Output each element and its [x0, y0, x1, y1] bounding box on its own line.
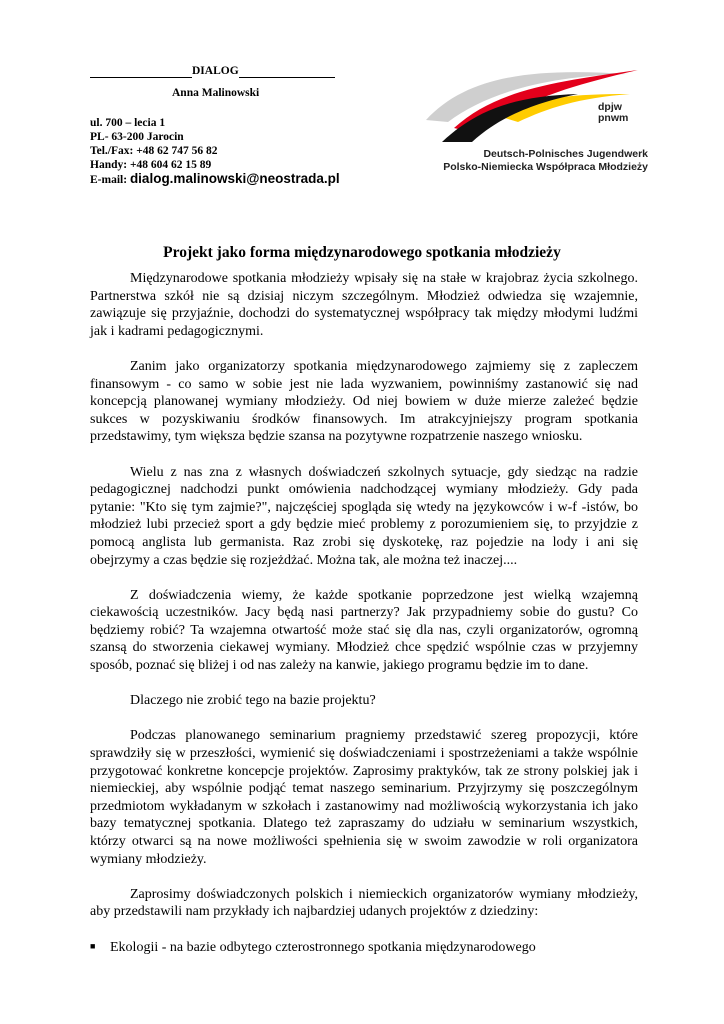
- logo-abbreviation: [598, 102, 628, 124]
- paragraph-6: Podczas planowanego seminarium pragniemy przedstawić szereg propozycji, które sprawdziły się w przeszłości, wymienić się doświadczeniami i spostrzeżeniami a także wspólnie przygotować konkretne koncepcje projektów. Zaprosimy praktyków, tak ze strony polskiej jak i niemieckiej, aby wspólnie podjąć temat naszego seminarium. Przyjrzymy się poszczególnym przedmiotom wykładanym w szkołach i zastanowimy nad możliwością wykorzystania ich jako bazy tematycznej spotkania. Dlatego też zapraszamy do udziału w seminarium wszystkich, którzy otwarci są na nowe możliwości spełnienia się w swoim zawodzie w roli organizatora wymiany młodzieży.: [90, 728, 638, 867]
- abbr-dpjw: dpjw: [598, 101, 622, 113]
- org-name-line: [90, 62, 390, 78]
- email-label: E-mail:: [90, 174, 128, 186]
- underline-rule-right: [239, 65, 335, 78]
- paragraph-2: Zanim jako organizatorzy spotkania międzynarodowego zajmiemy się z zapleczem finansowym - co samo w sobie jest nie lada wyzwaniem, powinniśmy zastanowić się nad koncepcją planowanej wymiany młodzieży. Od niej bowiem w duże mierze zależeć będzie sukces w pozyskiwaniu środków finansowych. Im atrakcyjniejszy program spotkania przedstawimy, tym większa będzie szansa na pozytywne rozpatrzenie naszego wniosku.: [90, 358, 638, 445]
- bullet-list-item: [90, 939, 638, 958]
- org-name: DIALOG: [192, 65, 239, 77]
- abbr-pnwm: pnwm: [598, 112, 629, 124]
- document-title: Projekt jako forma międzynarodowego spotkania młodzieży: [163, 244, 561, 261]
- contact-person: Anna Malinowski: [172, 87, 260, 99]
- paragraph-1: Międzynarodowe spotkania młodzieży wpisały się na stałe w krajobraz życia szkolnego. Partnerstwa szkół nie są dzisiaj niczym szczególnym. Młodzież odwiedza się wzajemnie, zawiązuje się przyjaźnie, dochodzi do systematycznej współpracy tak między młodymi ludźmi jak i kadrami pedagogicznymi.: [90, 271, 638, 339]
- bullet-text: Ekologii - na bazie odbytego czterostronnego spotkania międzynarodowego: [110, 939, 536, 955]
- org-name-polish: Polsko-Niemiecka Współpraca Młodzieży: [443, 161, 648, 173]
- paragraph-5: Dlaczego nie zrobić tego na bazie projektu?: [130, 693, 376, 709]
- address-postal: PL- 63-200 Jarocin: [90, 131, 184, 143]
- address-block: [90, 116, 390, 188]
- address-street: ul. 700 – lecia 1: [90, 117, 166, 129]
- underline-rule-left: [90, 65, 192, 78]
- email-row: [90, 172, 390, 188]
- paragraph-7: Zaprosimy doświadczonych polskich i niemieckich organizatorów wymiany młodzieży, aby przedstawili nam przykłady ich najbardziej udanych projektów z dziedziny:: [90, 886, 638, 920]
- org-name-german: Deutsch-Polnisches Jugendwerk: [483, 148, 648, 160]
- email-link[interactable]: dialog.malinowski@neostrada.pl: [129, 171, 340, 186]
- paragraph-3: Wielu z nas zna z własnych doświadczeń szkolnych sytuacje, gdy siedząc na radzie pedagogicznej nadchodzi punkt omówienia nadchodzącej wymiany młodzieży. Gdy pada pytanie: "Kto się tym zajmie?", najczęściej spogląda się wtedy na językowców i w-f -istów, bo młodzież lubi przecież sport a gdy będzie mieć problemy z porozumieniem się, to przyjdzie z pomocą anglista lub germanista. Raz zrobi się dyskotekę, raz pojedzie na lody i ani się obejrzymy a czas będzie się rozjeżdżać. Można tak, ale można też inaczej....: [90, 464, 638, 568]
- square-bullet-icon: ■: [90, 940, 96, 951]
- mobile-phone: Handy: +48 604 62 15 89: [90, 159, 212, 171]
- letterhead-contact: [90, 62, 390, 188]
- paragraph-4: Z doświadczenia wiemy, że każde spotkanie poprzedzone jest wielką wzajemną ciekawością uczestników. Jacy będą nasi partnerzy? Jak przypadniemy sobie do gustu? Co będziemy robić? Ta wzajemna otwartość może stać się dla nas, czyli organizatorów, ogromną szansą do stworzenia ciekawej wymiany. Młodzież chce spędzić wspólnie czas w przyjemny sposób, poznać się bliżej i od nas zależy na kanwie, jakiego programu będzie im to dane.: [90, 587, 638, 674]
- document-body: [90, 270, 638, 957]
- tel-fax: Tel./Fax: +48 62 747 56 82: [90, 145, 218, 157]
- dpjw-pnwm-logo: [418, 64, 648, 176]
